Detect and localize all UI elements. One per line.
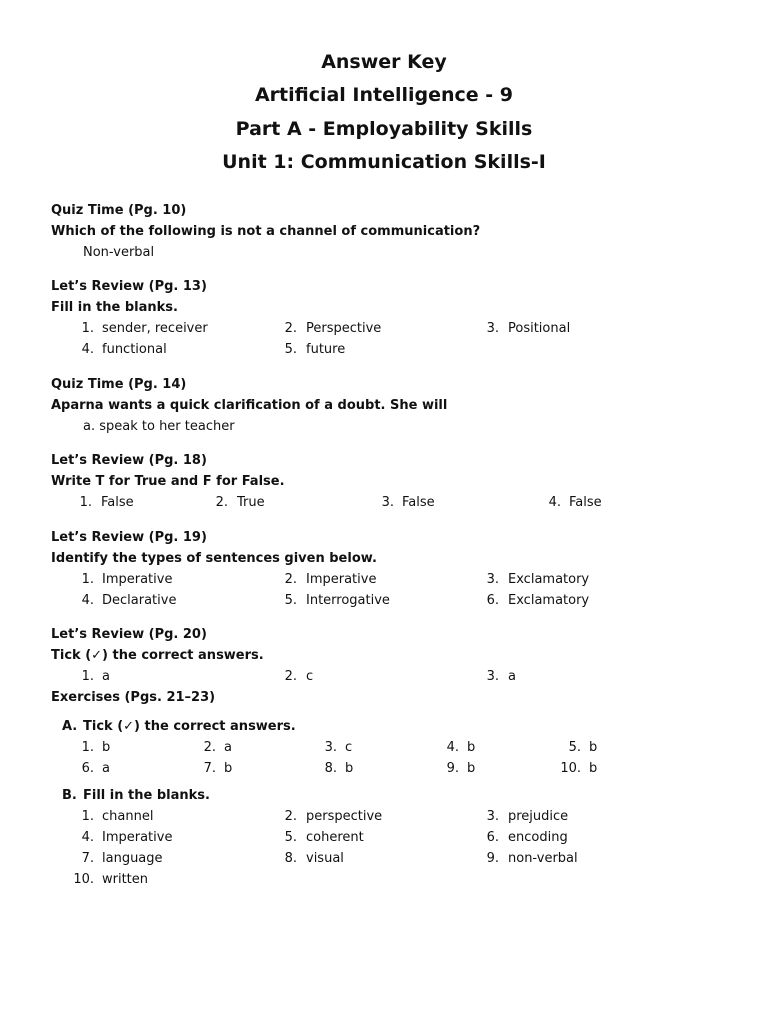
unit-title: Unit 1: Communication Skills-I (222, 151, 546, 173)
answer-item: a (102, 761, 110, 776)
answer-item: b (467, 761, 476, 776)
answer-item: c (345, 740, 353, 755)
answer-item: False (569, 495, 602, 510)
item-number: 4. (81, 342, 94, 357)
answer-item: future (306, 342, 346, 357)
answer-item: Imperative (306, 572, 377, 587)
section-heading: Let’s Review (Pg. 20) (51, 627, 207, 642)
answer-item: functional (102, 342, 167, 357)
answer-item: prejudice (508, 809, 569, 824)
answer-item: b (345, 761, 354, 776)
item-number: 3. (486, 669, 499, 684)
answer-text: Non-verbal (83, 245, 155, 260)
item-number: 6. (81, 761, 94, 776)
item-number: 7. (81, 851, 94, 866)
section-heading: Let’s Review (Pg. 18) (51, 453, 207, 468)
section-question: Tick (✓) the correct answers. (51, 648, 264, 663)
answer-item: b (102, 740, 111, 755)
answer-item: a (508, 669, 516, 684)
section-question: Aparna wants a quick clarification of a doubt. She will (51, 398, 448, 413)
item-number: 1. (81, 321, 94, 336)
answer-item: b (467, 740, 476, 755)
answer-item: sender, receiver (102, 321, 208, 336)
item-number: 1. (81, 740, 94, 755)
item-number: 3. (486, 572, 499, 587)
item-number: 3. (486, 809, 499, 824)
item-number: 10. (73, 872, 94, 887)
item-number: 1. (81, 669, 94, 684)
item-number: 1. (81, 809, 94, 824)
item-number: 6. (486, 593, 499, 608)
answer-item: Perspective (306, 321, 382, 336)
subject-title: Artificial Intelligence - 9 (254, 84, 514, 106)
answer-item: True (237, 495, 265, 510)
subpart-question: Tick (✓) the correct answers. (83, 719, 296, 734)
item-number: 3. (324, 740, 337, 755)
item-number: 2. (203, 740, 216, 755)
answer-item: Exclamatory (508, 593, 590, 608)
item-number: 9. (486, 851, 499, 866)
section-heading: Exercises (Pgs. 21–23) (51, 690, 216, 705)
item-number: 8. (284, 851, 297, 866)
answer-item: Exclamatory (508, 572, 590, 587)
answer-item: False (402, 495, 435, 510)
answer-item: Positional (508, 321, 571, 336)
answer-item: a (102, 669, 110, 684)
answer-item: b (589, 761, 598, 776)
item-number: 2. (284, 809, 297, 824)
answer-item: encoding (508, 830, 568, 845)
section-heading: Quiz Time (Pg. 14) (51, 377, 187, 392)
item-number: 9. (446, 761, 459, 776)
subpart-label: A. (62, 719, 78, 734)
answer-item: non-verbal (508, 851, 578, 866)
item-number: 10. (560, 761, 581, 776)
answer-text: a. speak to her teacher (83, 419, 235, 434)
answer-item: language (102, 851, 163, 866)
section-question: Which of the following is not a channel of communication? (51, 224, 481, 239)
answer-item: coherent (306, 830, 364, 845)
part-title: Part A - Employability Skills (235, 118, 533, 140)
item-number: 2. (284, 669, 297, 684)
section-question: Write T for True and F for False. (51, 474, 285, 489)
item-number: 5. (284, 593, 297, 608)
item-number: 8. (324, 761, 337, 776)
item-number: 7. (203, 761, 216, 776)
answer-item: Interrogative (306, 593, 390, 608)
item-number: 4. (548, 495, 561, 510)
answer-item: c (306, 669, 314, 684)
answer-item: channel (102, 809, 154, 824)
doc-title: Answer Key (321, 51, 447, 73)
answer-item: Imperative (102, 830, 173, 845)
subpart-question: Fill in the blanks. (83, 788, 210, 803)
item-number: 3. (486, 321, 499, 336)
section-question: Identify the types of sentences given below. (51, 551, 377, 566)
subpart-label: B. (62, 788, 77, 803)
answer-item: b (589, 740, 598, 755)
section-heading: Quiz Time (Pg. 10) (51, 203, 187, 218)
section-heading: Let’s Review (Pg. 13) (51, 279, 207, 294)
item-number: 5. (284, 342, 297, 357)
item-number: 2. (284, 572, 297, 587)
item-number: 2. (284, 321, 297, 336)
answer-item: perspective (306, 809, 383, 824)
item-number: 3. (381, 495, 394, 510)
item-number: 1. (81, 572, 94, 587)
section-heading: Let’s Review (Pg. 19) (51, 530, 207, 545)
section-question: Fill in the blanks. (51, 300, 178, 315)
item-number: 5. (284, 830, 297, 845)
answer-item: False (101, 495, 134, 510)
answer-item: Declarative (102, 593, 177, 608)
item-number: 1. (79, 495, 92, 510)
item-number: 2. (215, 495, 228, 510)
item-number: 4. (81, 830, 94, 845)
answer-item: b (224, 761, 233, 776)
answer-item: Imperative (102, 572, 173, 587)
item-number: 6. (486, 830, 499, 845)
answer-item: a (224, 740, 232, 755)
answer-item: visual (306, 851, 344, 866)
answer-item: written (102, 872, 149, 887)
item-number: 5. (568, 740, 581, 755)
item-number: 4. (81, 593, 94, 608)
item-number: 4. (446, 740, 459, 755)
